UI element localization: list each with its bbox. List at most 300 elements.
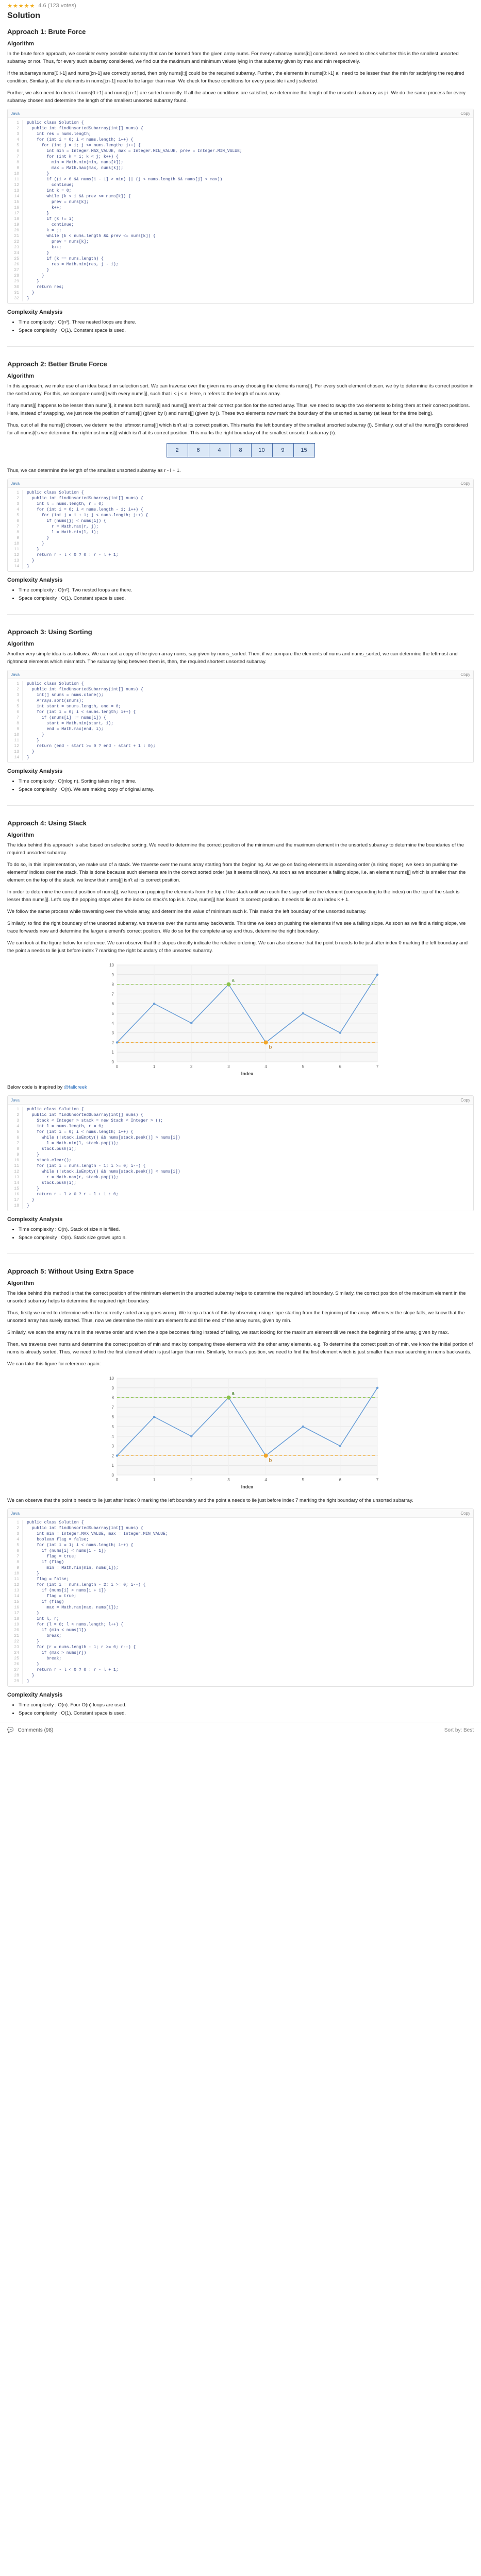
comments-bar — [0, 1722, 481, 1739]
code-lines[interactable] — [23, 120, 242, 301]
point-b-label: b — [269, 1044, 272, 1050]
code-line: int min = Integer.MAX_VALUE, max = Integer.MIN_VALUE, prev = Integer.MIN_VALUE; — [27, 149, 242, 154]
code-line: int min = Integer.MAX_VALUE, max = Integer.MIN_VALUE; — [27, 1532, 168, 1536]
approach-title: Approach 4: Using Stack — [7, 819, 87, 827]
sort-dropdown[interactable]: Sort by: Best — [444, 1727, 474, 1733]
line-number: 10 — [14, 1571, 19, 1576]
copy-button[interactable]: Copy — [460, 481, 470, 486]
comment-icon[interactable]: 💬 — [7, 1727, 14, 1733]
code-line: l = Math.min(l, stack.pop()); — [27, 1141, 119, 1146]
x-tick-label: 1 — [153, 1064, 155, 1069]
time-complexity: • Time complexity : O(n). Four O(n) loops are used. — [19, 1701, 474, 1709]
code-lines[interactable] — [23, 490, 148, 569]
code-lines[interactable] — [23, 1520, 168, 1684]
code-line: Stack < Integer > stack = new Stack < Integer > (); — [27, 1118, 163, 1123]
paragraph: Similarly, we scan the array nums in the reverse order and when the slope becomes rising instead of falling, we start looking for the maximum element till we reach the beginning of the array, given by max. — [7, 1330, 449, 1335]
line-number: 21 — [14, 1634, 19, 1638]
time-complexity: • Time complexity : O(n). Stack of size n is filled. — [19, 1226, 474, 1234]
code-line: public class Solution { — [27, 1107, 84, 1112]
code-line: for (int i = 0; i < nums.length; i++) { — [27, 1130, 134, 1134]
paragraph: In order to determine the correct position of nums[j], we keep on popping the elements from the top of the stack until we reach the stage where the element (corresponding to the index) on the top of the stack is lesser than nums[j]. Let's say the popping stops when the index on stack's top is k. Now, nums[j] has found its correct position. It needs to lie at an index k + 1. — [7, 889, 460, 903]
line-numbers — [8, 490, 23, 569]
y-tick-label: 4 — [111, 1434, 114, 1439]
code-language-tab[interactable]: Java — [11, 1097, 20, 1103]
paragraph: We can take this figure for reference again: — [7, 1361, 101, 1367]
line-numbers — [8, 120, 23, 301]
paragraph: We can observe that the point b needs to lie just after index 0 marking the left boundary and the point a needs to lie just before index 7 marking the right boundary of the unsorted subarray. — [7, 1498, 413, 1503]
paragraph: If any nums[j] happens to be lesser than nums[i], it means both nums[i] and nums[j] aren't at their correct position for the sorted array. Thus, we need to swap the two elements to bring them at their correct positions. Here, instead of swapping, we just note the position of nums[i] (given by i) and nums[j] (given by j). These two elements now mark the boundary of the unsorted subarray (at least for the time being). — [7, 403, 470, 416]
divider — [7, 805, 474, 806]
space-complexity: • Space complexity : O(n). Stack size grows upto n. — [19, 1234, 474, 1242]
approach-2 — [7, 360, 474, 603]
line-number: 16 — [14, 1192, 19, 1197]
line-number: 17 — [14, 1198, 19, 1202]
code-line: public class Solution { — [27, 1520, 84, 1525]
line-number: 22 — [14, 1639, 19, 1644]
code-line: flag = true; — [27, 1554, 77, 1559]
algorithm-heading: Algorithm — [7, 41, 34, 47]
code-line: continue; — [27, 183, 74, 188]
line-number: 2 — [16, 1526, 19, 1531]
data-point — [339, 1445, 341, 1447]
code-line: for (int i = nums.length - 1; i >= 0; i--) { — [27, 1164, 146, 1168]
rating-bar — [0, 0, 481, 11]
code-language-tab[interactable]: Java — [11, 111, 20, 116]
y-tick-label: 6 — [111, 1002, 114, 1007]
x-axis-label: Index — [241, 1484, 253, 1489]
x-tick-label: 0 — [115, 1478, 118, 1482]
data-point — [376, 974, 378, 976]
data-point — [376, 1387, 378, 1389]
line-number: 14 — [14, 194, 19, 199]
line-number: 8 — [16, 530, 19, 535]
x-tick-label: 3 — [227, 1064, 230, 1069]
line-number: 8 — [16, 721, 19, 726]
line-number: 14 — [14, 755, 19, 760]
code-line: stack.push(i); — [27, 1181, 77, 1185]
line-number: 1 — [16, 1520, 19, 1525]
line-number: 25 — [14, 257, 19, 261]
line-number: 23 — [14, 1645, 19, 1650]
paragraph: Similarly, to find the right boundary of the unsorted subarray, we traverse over the nums array backwards. This time we keep on pushing the elements if we see a falling slope. As soon as we find a rising slope, we trace forwards now and determine the larger element's correct position. We do so for the complete array and thus, determine the right boundary. — [7, 921, 466, 934]
paragraph: In this approach, we make use of an idea based on selection sort. We can traverse over the given nums array choosing the elements nums[i]. For every such element chosen, we try to determine its correct position in the sorted array. For this, we compare nums[i] with every nums[j], such that i < j < n. Here, n refers to the length of nums array. — [7, 383, 474, 397]
code-line: while (!stack.isEmpty() && nums[stack.peek()] > nums[i]) — [27, 1136, 180, 1140]
line-number: 4 — [16, 1124, 19, 1129]
code-line: continue; — [27, 223, 74, 227]
line-number: 3 — [16, 1532, 19, 1536]
time-complexity: • Time complexity : O(nlog n). Sorting takes nlog n time. — [19, 777, 474, 786]
y-tick-label: 1 — [111, 1463, 114, 1468]
line-number: 22 — [14, 240, 19, 244]
code-language-tab[interactable]: Java — [11, 1511, 20, 1516]
code-line: } — [27, 274, 44, 278]
code-line: for (r = nums.length - 1; r >= 0; r--) { — [27, 1645, 136, 1650]
code-line: for (int i = 0; i < snums.length; i++) { — [27, 710, 136, 715]
code-line: break; — [27, 1656, 62, 1661]
y-tick-label: 10 — [109, 1376, 114, 1381]
comments-count[interactable]: Comments (98) — [18, 1727, 54, 1733]
line-number: 19 — [14, 223, 19, 227]
point-a-label: a — [231, 977, 235, 984]
y-tick-label: 6 — [111, 1415, 114, 1420]
space-complexity: • Space complexity : O(1). Constant space is used. — [19, 595, 474, 603]
code-line: if (k == nums.length) { — [27, 257, 104, 261]
code-language-tab[interactable]: Java — [11, 672, 20, 677]
line-number: 7 — [16, 524, 19, 529]
line-number: 8 — [16, 1560, 19, 1565]
code-line: } — [27, 750, 35, 754]
code-line: if (nums[j] < nums[i]) { — [27, 519, 106, 523]
y-tick-label: 10 — [109, 963, 114, 968]
data-point — [339, 1031, 341, 1033]
line-number: 3 — [16, 693, 19, 698]
slope-chart — [96, 959, 385, 1077]
line-number: 1 — [16, 121, 19, 125]
line-number: 14 — [14, 1594, 19, 1599]
code-line: max = Math.max(max, nums[k]); — [27, 166, 124, 171]
line-number: 1 — [16, 682, 19, 686]
line-number: 6 — [16, 710, 19, 715]
code-line: flag = false; — [27, 1577, 69, 1582]
y-tick-label: 0 — [111, 1060, 114, 1064]
code-line: k++; — [27, 245, 62, 250]
line-number: 5 — [16, 513, 19, 518]
line-number: 32 — [14, 296, 19, 301]
code-line: } — [27, 1639, 40, 1644]
line-number: 14 — [14, 564, 19, 569]
code-line: for (int i = nums.length - 2; i >= 0; i--) { — [27, 1583, 146, 1587]
code-line: return res; — [27, 285, 64, 290]
code-line: k++; — [27, 206, 62, 210]
data-point — [153, 1003, 155, 1005]
paragraph: Thus, we can determine the length of the smallest unsorted subarray as r - l + 1. — [7, 468, 181, 473]
copy-button[interactable]: Copy — [460, 1097, 470, 1103]
copy-button[interactable]: Copy — [460, 672, 470, 677]
line-number: 15 — [14, 1187, 19, 1191]
line-number: 12 — [14, 183, 19, 188]
line-number: 5 — [16, 704, 19, 709]
line-number: 26 — [14, 262, 19, 267]
line-number: 7 — [16, 716, 19, 720]
code-line: for (int i = 0; i < nums.length; i++) { — [27, 138, 134, 142]
line-number: 27 — [14, 268, 19, 273]
code-line: stack.clear(); — [27, 1158, 72, 1163]
line-number: 27 — [14, 1668, 19, 1672]
line-number: 6 — [16, 1549, 19, 1553]
code-line: return r - l < 0 ? 0 : r - l + 1; — [27, 1668, 119, 1672]
line-number: 9 — [16, 536, 19, 540]
array-cell: 4 — [209, 444, 230, 457]
y-tick-label: 3 — [111, 1030, 114, 1036]
code-line: if (nums[i] < nums[i - 1]) — [27, 1549, 106, 1553]
line-number: 10 — [14, 541, 19, 546]
approach-title: Approach 3: Using Sorting — [7, 628, 92, 636]
code-lines[interactable] — [23, 681, 156, 760]
slope-chart — [96, 1372, 385, 1490]
approach-title: Approach 2: Better Brute Force — [7, 360, 107, 368]
approach-title: Approach 1: Brute Force — [7, 28, 86, 36]
code-line: int l = nums.length, r = 0; — [27, 1124, 104, 1129]
line-number: 7 — [16, 1141, 19, 1146]
line-number: 25 — [14, 1656, 19, 1661]
line-number: 10 — [14, 1158, 19, 1163]
line-number: 29 — [14, 1679, 19, 1684]
code-line: if (flag) — [27, 1600, 64, 1604]
array-cell: 6 — [188, 444, 209, 457]
code-block — [7, 670, 474, 763]
paragraph: We can look at the figure below for reference. We can observe that the slopes directly indicate the relative ordering. We can also observe that the point b needs to lie just after index 0 marking the left boundary and the point a needs to lie just before index 7 marking the right boundary of the unsorted subarray. — [7, 940, 468, 954]
paragraph: Another very simple idea is as follows. We can sort a copy of the given array nums, say given by nums_sorted. Then, if we compare the elements of nums and nums_sorted, we can determine the leftmost and rightmost elements which mismatch. The subarray lying between them is, then, the required shortest unsorted subarray. — [7, 651, 458, 665]
code-line: } — [27, 733, 44, 737]
point-b-marker — [263, 1040, 268, 1044]
line-number: 1 — [16, 1107, 19, 1112]
point-a-marker — [226, 1396, 230, 1400]
code-line: for (int i = 0; i < nums.length - 1; i++) { — [27, 507, 143, 512]
code-line: r = Math.max(r, stack.pop()); — [27, 1175, 119, 1180]
code-line: } — [27, 1571, 40, 1576]
approach-1 — [7, 28, 474, 335]
line-number: 10 — [14, 172, 19, 176]
y-tick-label: 3 — [111, 1444, 114, 1449]
line-numbers — [8, 1107, 23, 1209]
rating-text: 4.6 (123 votes) — [38, 3, 76, 9]
x-tick-label: 2 — [190, 1064, 193, 1069]
x-tick-label: 4 — [264, 1478, 267, 1482]
array-cell: 2 — [167, 444, 188, 457]
author-link[interactable]: @fallcreek — [63, 1084, 87, 1090]
algorithm-heading: Algorithm — [7, 373, 34, 379]
code-line: for (int i = 1; i < nums.length; i++) { — [27, 1543, 134, 1548]
paragraph: Below code is inspired by @fallcreek — [7, 1084, 87, 1090]
array-cell: 8 — [230, 444, 252, 457]
code-line: public int findUnsortedSubarray(int[] nums) { — [27, 126, 143, 131]
copy-button[interactable]: Copy — [460, 111, 470, 116]
line-number: 11 — [14, 738, 19, 743]
line-number: 26 — [14, 1662, 19, 1667]
code-line: prev = nums[k]; — [27, 200, 89, 205]
y-tick-label: 4 — [111, 1021, 114, 1026]
code-line: if (snums[i] != nums[i]) { — [27, 716, 106, 720]
code-line: if (min < nums[l]) — [27, 1628, 87, 1633]
code-line: return r - l > 0 ? r - l + 1 : 0; — [27, 1192, 119, 1197]
code-line: for (int j = i + 1; j < nums.length; j++) { — [27, 513, 148, 518]
y-tick-label: 5 — [111, 1425, 114, 1429]
line-number: 9 — [16, 727, 19, 732]
code-line: start = Math.min(start, i); — [27, 721, 114, 726]
code-line: prev = nums[k]; — [27, 240, 89, 244]
y-tick-label: 2 — [111, 1453, 114, 1459]
y-tick-label: 8 — [111, 982, 114, 987]
code-line: int k = 0; — [27, 189, 72, 193]
code-line: } — [27, 541, 44, 546]
code-line: Arrays.sort(snums); — [27, 699, 84, 703]
complexity-list — [7, 1701, 474, 1718]
line-number: 12 — [14, 744, 19, 749]
code-line: public class Solution { — [27, 490, 84, 495]
line-number: 29 — [14, 279, 19, 284]
point-b-marker — [263, 1453, 268, 1458]
paragraph: To do so, in this implementation, we make use of a stack. We traverse over the nums array starting from the beginning. As we go on facing elements in ascending order (a rising slope), we keep on pushing the elements' indices over the stack. This is done because such elements are in the correct sorted order (as it seems till now). As soon as we encounter a falling slope, i.e. an element nums[j] which is smaller than the element on the top of the stack, we know that nums[j] isn't at its correct position. — [7, 862, 466, 883]
code-line: while (!stack.isEmpty() && nums[stack.peek()] < nums[i]) — [27, 1170, 180, 1174]
x-tick-label: 7 — [376, 1064, 378, 1069]
line-number: 21 — [14, 234, 19, 239]
line-number: 5 — [16, 1130, 19, 1134]
y-tick-label: 5 — [111, 1011, 114, 1016]
line-number: 13 — [14, 1175, 19, 1180]
line-number: 11 — [14, 547, 19, 552]
time-complexity: • Time complexity : O(n²). Two nested loops are there. — [19, 586, 474, 595]
line-number: 23 — [14, 245, 19, 250]
line-number: 6 — [16, 519, 19, 523]
complexity-heading: Complexity Analysis — [7, 1692, 63, 1698]
code-line: } — [27, 1679, 29, 1684]
code-line: break; — [27, 1634, 62, 1638]
line-number: 8 — [16, 1147, 19, 1151]
paragraph: Thus, out of all the nums[i] chosen, we determine the leftmost nums[i] which isn't at its correct position. This marks the left boundary of the smallest unsorted subarray (l). Similarly, out of all the nums[j]'s considered for all nums[i]'s we determine the rightmost nums[j] which isn't at its correct position. This marks the right boundary of the smallest unsorted subarray (r). — [7, 422, 468, 436]
data-point — [153, 1416, 155, 1418]
y-tick-label: 0 — [111, 1473, 114, 1478]
complexity-heading: Complexity Analysis — [7, 1216, 63, 1223]
data-point — [302, 1012, 304, 1014]
code-line: } — [27, 1153, 40, 1157]
paragraph: Then, we traverse over nums and determine the correct position of min and max by comparing these elements with the other array elements. e.g. To determine the correct position of min, we know the initial portion of nums is already sorted. Thus, we need to find the first element which is just larger than min. Similarly, for max's position, we need to find the first element which is just smaller than max searching in nums backwards. — [7, 1342, 473, 1355]
x-tick-label: 1 — [153, 1478, 155, 1482]
data-point — [190, 1022, 192, 1024]
y-tick-label: 7 — [111, 992, 114, 997]
x-tick-label: 7 — [376, 1478, 378, 1482]
line-number: 4 — [16, 507, 19, 512]
code-line: while (k < nums.length && prev <= nums[k]) { — [27, 234, 156, 239]
y-tick-label: 8 — [111, 1395, 114, 1400]
time-complexity: • Time complexity : O(n³). Three nested loops are there. — [19, 318, 474, 327]
code-line: boolean flag = false; — [27, 1537, 89, 1542]
paragraph: Thus, firstly we need to determine when the correctly sorted array goes wrong. We keep a track of this by observing rising slope starting from the beginning of the array. Whenever the slope falls, we know that the unsorted array has surely started. Thus, now we determine the minimum element found till the end of the array nums, given by min. — [7, 1310, 465, 1324]
line-number: 18 — [14, 217, 19, 222]
line-number: 7 — [16, 155, 19, 159]
paragraph: The idea behind this approach is also based on selective sorting. We need to determine the correct position of the minimum and the maximum element in the unsorted subarray to determine the boundaries of the required unsorted subarray. — [7, 842, 464, 856]
array-cell: 9 — [273, 444, 294, 457]
code-line: } — [27, 1662, 40, 1667]
y-tick-label: 9 — [111, 972, 114, 977]
x-tick-label: 4 — [264, 1064, 267, 1069]
line-number: 24 — [14, 1651, 19, 1655]
line-number: 2 — [16, 1113, 19, 1117]
code-line: int res = nums.length; — [27, 132, 91, 137]
line-number: 17 — [14, 1611, 19, 1616]
line-number: 15 — [14, 200, 19, 205]
code-line: end = Math.max(end, i); — [27, 727, 104, 732]
line-number: 2 — [16, 126, 19, 131]
space-complexity: • Space complexity : O(1). Constant space is used. — [19, 1709, 474, 1718]
line-number: 7 — [16, 1554, 19, 1559]
line-number: 16 — [14, 206, 19, 210]
line-number: 9 — [16, 1153, 19, 1157]
line-numbers — [8, 681, 23, 760]
line-number: 10 — [14, 733, 19, 737]
algorithm-heading: Algorithm — [7, 641, 34, 647]
line-number: 4 — [16, 1537, 19, 1542]
complexity-list — [7, 777, 474, 794]
complexity-heading: Complexity Analysis — [7, 768, 63, 774]
line-number: 8 — [16, 160, 19, 165]
x-tick-label: 0 — [115, 1064, 118, 1069]
line-number: 5 — [16, 143, 19, 148]
code-line: l = Math.min(l, i); — [27, 530, 99, 535]
page-title: Solution — [7, 11, 40, 20]
paragraph: We follow the same process while traversing over the whole array, and determine the value of minimum such k. This marks the left boundary of the unsorted subarray. — [7, 909, 367, 914]
code-line: stack.push(i); — [27, 1147, 77, 1151]
line-number: 18 — [14, 1617, 19, 1621]
code-lines[interactable] — [23, 1107, 180, 1209]
code-line: } — [27, 1673, 35, 1678]
line-number: 9 — [16, 166, 19, 171]
space-complexity: • Space complexity : O(n). We are making copy of original array. — [19, 786, 474, 794]
copy-button[interactable]: Copy — [460, 1511, 470, 1516]
line-number: 4 — [16, 138, 19, 142]
star-rating-icon[interactable]: ★★★★★ — [7, 3, 36, 9]
code-line: } — [27, 536, 49, 540]
line-number: 31 — [14, 291, 19, 295]
data-point — [302, 1426, 304, 1428]
point-b-label: b — [269, 1458, 272, 1464]
code-line: } — [27, 1611, 40, 1616]
code-line: } — [27, 296, 29, 301]
code-line: } — [27, 172, 49, 176]
algorithm-heading: Algorithm — [7, 832, 34, 838]
code-line: min = Math.min(min, nums[i]); — [27, 1566, 119, 1570]
line-number: 15 — [14, 1600, 19, 1604]
paragraph: In the brute force approach, we consider every possible subarray that can be formed from the given array nums. For every subarray nums[i:j] considered, we need to check whether this is the smallest unsorted subarray or not. Thus, for every such subarray considered, we find out the maximum and minimum values lying in that subarray given by max and min respectively. — [7, 51, 459, 64]
code-block — [7, 479, 474, 572]
line-number: 2 — [16, 496, 19, 501]
complexity-heading: Complexity Analysis — [7, 577, 63, 583]
code-line: return r - l < 0 ? 0 : r - l + 1; — [27, 553, 119, 557]
y-tick-label: 1 — [111, 1050, 114, 1055]
array-cell: 15 — [294, 444, 314, 457]
line-number: 19 — [14, 1622, 19, 1627]
code-line: } — [27, 268, 49, 273]
code-line: } — [27, 738, 40, 743]
code-line: } — [27, 291, 35, 295]
code-line: if (k != i) — [27, 217, 74, 222]
x-tick-label: 5 — [301, 1064, 304, 1069]
code-line: } — [27, 251, 49, 256]
line-number: 11 — [14, 1164, 19, 1168]
code-line: } — [27, 211, 49, 216]
code-line: int l, r; — [27, 1617, 59, 1621]
line-number: 13 — [14, 1588, 19, 1593]
data-point — [115, 1041, 118, 1043]
point-a-marker — [226, 982, 230, 987]
code-line: } — [27, 558, 35, 563]
line-number: 24 — [14, 251, 19, 256]
line-numbers — [8, 1520, 23, 1684]
line-number: 3 — [16, 1118, 19, 1123]
code-language-tab[interactable]: Java — [11, 481, 20, 486]
complexity-heading: Complexity Analysis — [7, 309, 63, 315]
line-number: 6 — [16, 149, 19, 154]
code-line: for (int j = i; j <= nums.length; j++) { — [27, 143, 141, 148]
y-tick-label: 7 — [111, 1405, 114, 1410]
code-line: if (max > nums[r]) — [27, 1651, 87, 1655]
code-line: int start = snums.length, end = 0; — [27, 704, 121, 709]
code-line: r = Math.max(r, j); — [27, 524, 99, 529]
code-block — [7, 109, 474, 304]
paragraph: The idea behind this method is that the correct position of the minimum element in the unsorted subarray helps to determine the required left boundary. Similarly, the correct position of the maximum element in the unsorted subarray helps to determine the required right boundary. — [7, 1291, 466, 1304]
line-number: 16 — [14, 1605, 19, 1610]
x-tick-label: 6 — [339, 1064, 341, 1069]
code-line: for (l = 0; l < nums.length; l++) { — [27, 1622, 124, 1627]
